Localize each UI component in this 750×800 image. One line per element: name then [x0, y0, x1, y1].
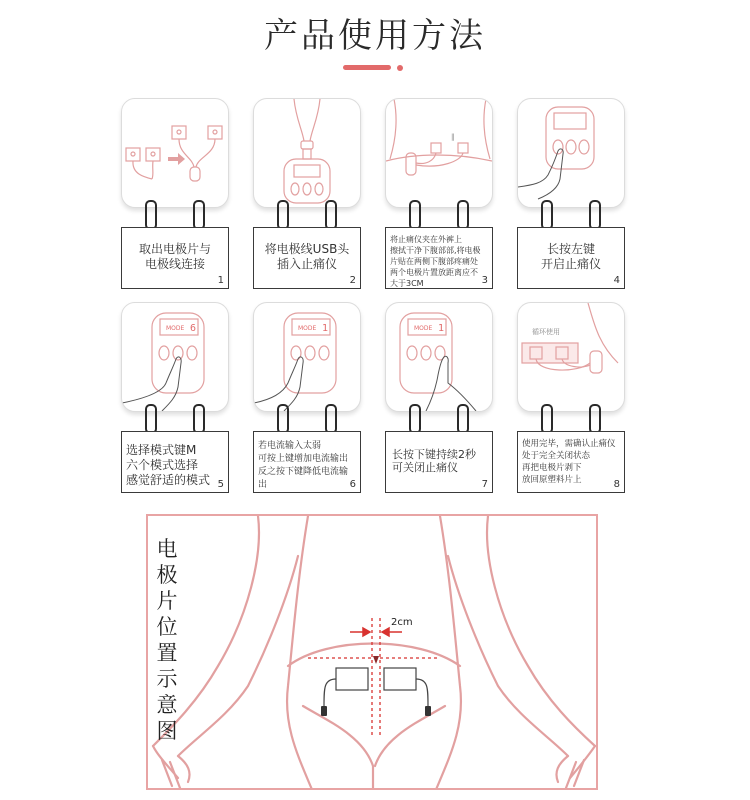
step-text: 若电流输入太弱 可按上键增加电流输出 反之按下键降低电流输出: [258, 441, 349, 490]
binder-ring: [589, 200, 601, 230]
electrode-placement-diagram: [146, 514, 598, 790]
step-card: [517, 227, 625, 289]
label-char: 示: [156, 667, 178, 691]
screen-mode: MODE: [166, 325, 185, 332]
step-number: 1: [217, 275, 224, 286]
illus-marker: ‖: [451, 133, 455, 141]
attach-pads-illustration: [386, 99, 492, 207]
power-on-illustration: [518, 99, 624, 207]
step-number: 5: [217, 479, 224, 490]
electrode-connect-illustration: [122, 99, 228, 207]
step-card: [517, 431, 625, 493]
adjust-current-illustration: [254, 303, 360, 411]
step-7-illustration: [385, 302, 493, 412]
step-number: 4: [613, 275, 620, 286]
screen-value: 1: [322, 323, 329, 334]
step-text: 选择模式键M 六个模式选择 感觉舒适的模式: [126, 443, 211, 487]
screen-value: 1: [438, 323, 445, 334]
binder-ring: [145, 404, 157, 434]
step-card: [121, 431, 229, 493]
usb-plug-illustration: [254, 99, 360, 207]
step-number: 8: [613, 479, 620, 490]
body-outline-illustration: [148, 516, 598, 790]
step-card: [253, 227, 361, 289]
step-1-illustration: [121, 98, 229, 208]
step-number: 3: [481, 275, 488, 286]
step-8-illustration: [517, 302, 625, 412]
step-4-illustration: [517, 98, 625, 208]
binder-ring: [457, 200, 469, 230]
binder-ring: [325, 200, 337, 230]
mode-select-illustration: [122, 303, 228, 411]
step-5-illustration: [121, 302, 229, 412]
binder-ring: [193, 404, 205, 434]
binder-ring: [409, 404, 421, 434]
binder-ring: [457, 404, 469, 434]
label-char: 意: [156, 693, 178, 717]
title-decoration: [343, 64, 407, 72]
label-char: 电: [156, 537, 178, 561]
step-text: 将电极线USB头 插入止痛仪: [264, 242, 350, 271]
step-card: [385, 431, 493, 493]
label-char: 置: [156, 641, 178, 665]
page-title: 产品使用方法: [264, 16, 486, 56]
label-char: 位: [156, 615, 178, 639]
step-3-illustration: [385, 98, 493, 208]
step-card: [121, 227, 229, 289]
binder-ring: [277, 404, 289, 434]
step-2-illustration: [253, 98, 361, 208]
binder-ring: [541, 200, 553, 230]
step-card: [253, 431, 361, 493]
step-text: 长按左键 开启止痛仪: [540, 242, 601, 271]
binder-ring: [325, 404, 337, 434]
step-number: 6: [349, 479, 356, 490]
title-dot: [397, 65, 403, 71]
binder-ring: [277, 200, 289, 230]
screen-value: 6: [190, 323, 197, 334]
binder-ring: [541, 404, 553, 434]
binder-ring: [589, 404, 601, 434]
step-number: 7: [481, 479, 488, 490]
step-6-illustration: [253, 302, 361, 412]
binder-ring: [193, 200, 205, 230]
binder-ring: [409, 200, 421, 230]
step-text: 长按下键持续2秒 可关闭止痛仪: [392, 448, 476, 474]
step-text: 将止痛仪夹在外裤上 擦拭干净下腹部部,将电极 片贴在两侧下腹部疼痛处 两个电极片置放距离应不 大于3CM: [390, 235, 481, 288]
screen-mode: MODE: [414, 325, 433, 332]
reuse-label: 循环使用: [532, 328, 560, 336]
title-underline: [343, 65, 391, 70]
binder-ring: [145, 200, 157, 230]
power-off-illustration: [386, 303, 492, 411]
remove-pads-illustration: [518, 303, 624, 411]
screen-mode: MODE: [298, 325, 317, 332]
diagram-vertical-label: [156, 536, 178, 744]
label-char: 极: [156, 563, 178, 587]
gap-distance-label: 2cm: [391, 617, 413, 628]
step-number: 2: [349, 275, 356, 286]
label-char: 片: [156, 589, 178, 613]
step-card: [385, 227, 493, 289]
step-text: 使用完毕，需确认止痛仪 处于完全关闭状态 再把电极片剥下 放回原塑料片上: [522, 439, 616, 485]
step-text: 取出电极片与 电极线连接: [138, 242, 211, 271]
label-char: 图: [156, 719, 178, 743]
